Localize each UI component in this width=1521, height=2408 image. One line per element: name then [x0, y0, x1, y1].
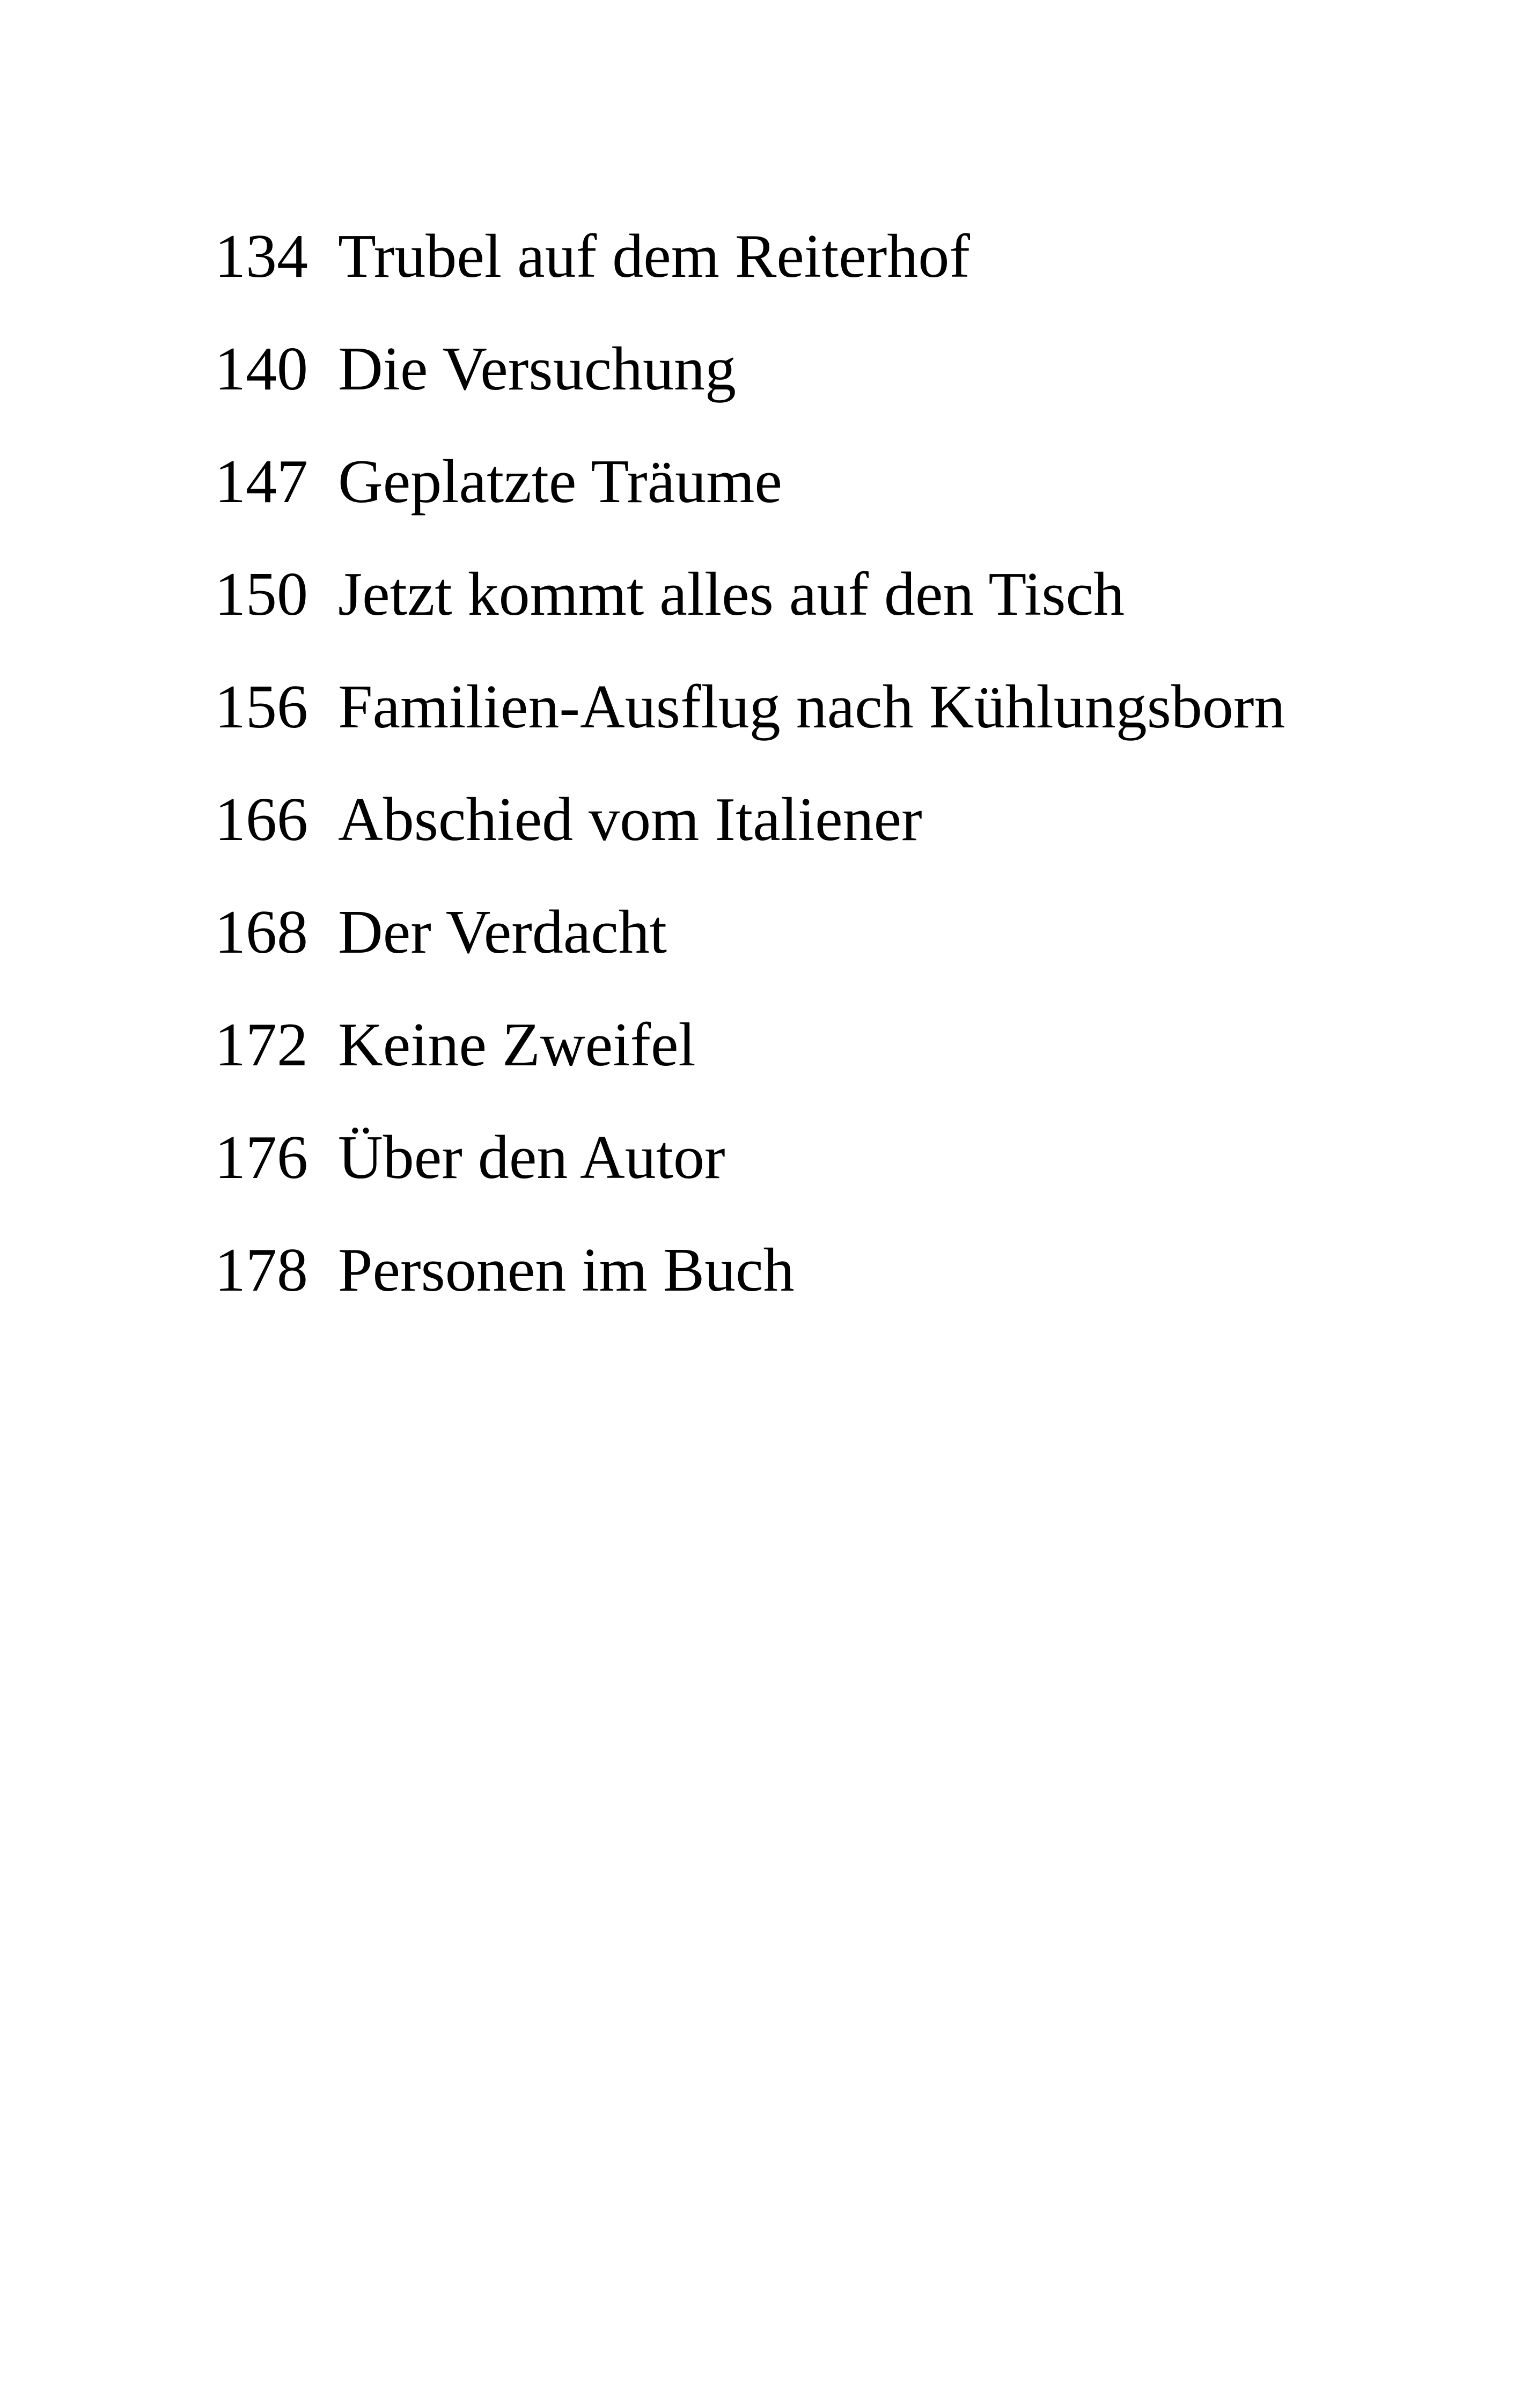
toc-page-number: 140 — [215, 335, 308, 403]
toc-page-number: 147 — [215, 447, 308, 516]
toc-chapter-title: Geplatzte Träume — [338, 447, 782, 516]
toc-page-number: 168 — [215, 898, 308, 967]
toc-entry — [215, 560, 1449, 676]
toc-entry — [215, 335, 1449, 451]
toc-page-number: 134 — [215, 222, 308, 291]
toc-chapter-title: Abschied vom Italiener — [338, 785, 922, 854]
toc-entry — [215, 447, 1449, 563]
toc-chapter-title: Keine Zweifel — [338, 1011, 696, 1079]
toc-entry — [215, 898, 1449, 1014]
toc-chapter-title: Familien-Ausflug nach Kühlungsborn — [338, 673, 1285, 741]
toc-page-number: 176 — [215, 1123, 308, 1192]
toc-chapter-title: Der Verdacht — [338, 898, 667, 967]
toc-chapter-title: Personen im Buch — [338, 1236, 795, 1305]
toc-chapter-title: Die Versuchung — [338, 335, 737, 403]
toc-entry — [215, 1123, 1449, 1239]
toc-entry — [215, 785, 1449, 901]
table-of-contents — [215, 222, 1449, 1352]
toc-page-number: 172 — [215, 1011, 308, 1079]
toc-entry — [215, 1011, 1449, 1126]
toc-page-number: 166 — [215, 785, 308, 854]
toc-chapter-title: Jetzt kommt alles auf den Tisch — [338, 560, 1125, 629]
toc-page-number: 150 — [215, 560, 308, 629]
toc-entry — [215, 1236, 1449, 1352]
toc-chapter-title: Über den Autor — [338, 1123, 725, 1192]
toc-page-number: 178 — [215, 1236, 308, 1305]
toc-entry — [215, 673, 1449, 789]
toc-chapter-title: Trubel auf dem Reiterhof — [338, 222, 971, 291]
toc-page-number: 156 — [215, 673, 308, 741]
toc-entry — [215, 222, 1449, 338]
